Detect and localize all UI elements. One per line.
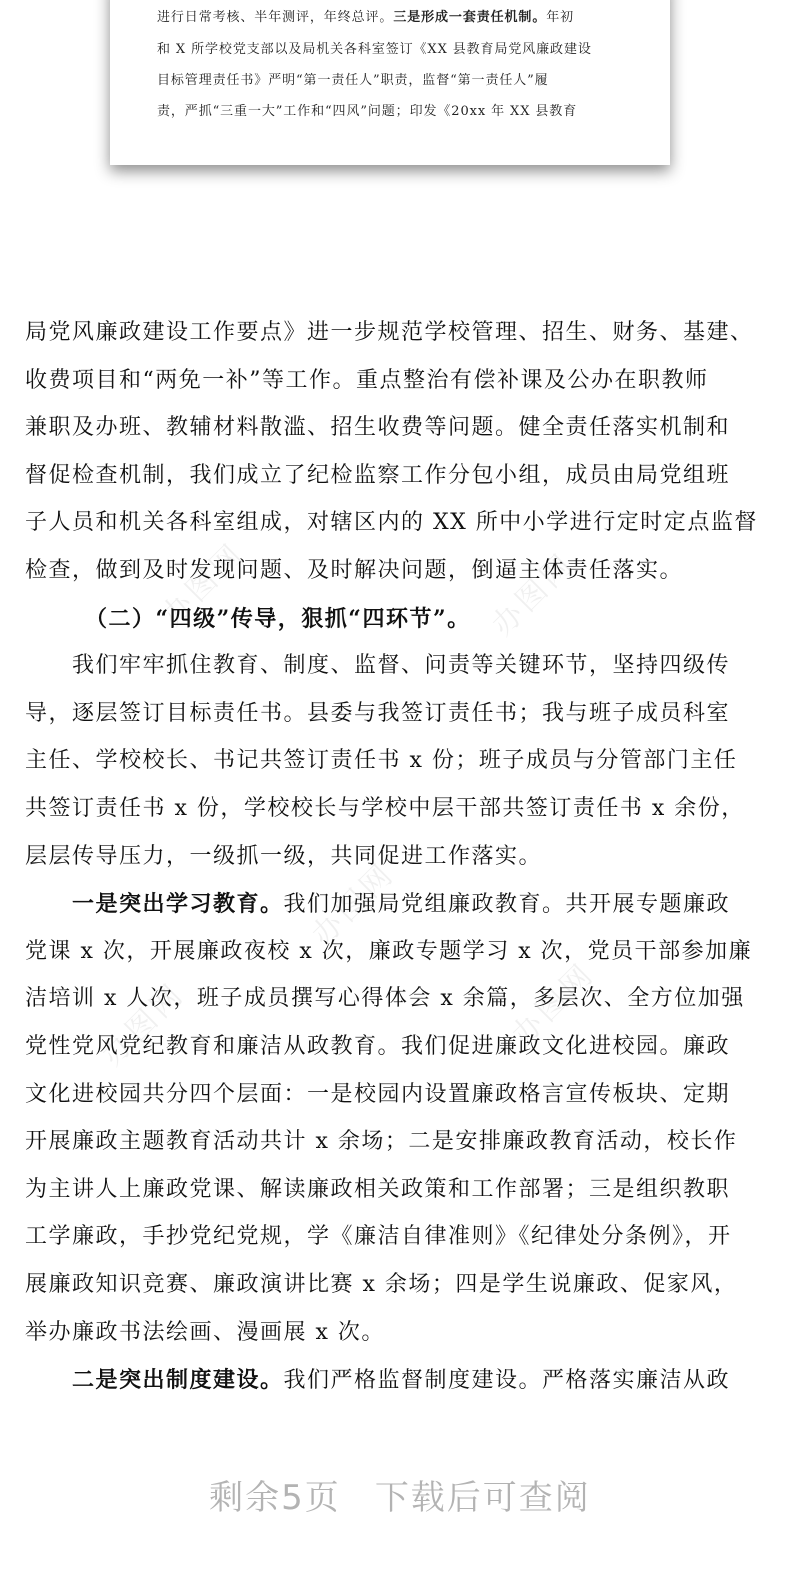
paragraph-line <box>72 651 730 681</box>
card-line-text: 年初 <box>546 10 575 25</box>
card-line <box>157 69 549 88</box>
line-text: 子人员和机关各科室组成，对辖区内的 XX 所中小学进行定时定点监督 <box>25 510 758 536</box>
paragraph-line <box>25 1080 730 1110</box>
paragraph-line <box>72 1365 730 1395</box>
section-heading <box>85 604 471 634</box>
paragraph-line <box>25 461 730 491</box>
line-text: 举办廉政书法绘画、漫画展 x 次。 <box>25 1319 385 1345</box>
card-line-text: 进行日常考核、半年测评，年终总评。 <box>157 10 394 25</box>
card-line <box>157 100 577 119</box>
line-text: 督促检查机制，我们成立了纪检监察工作分包小组，成员由局党组班 <box>25 462 731 488</box>
paragraph-line <box>25 318 754 348</box>
paragraph-line <box>25 413 730 443</box>
card-line-bold: 三是形成一套责任机制。 <box>393 10 547 25</box>
line-text: 文化进校园共分四个层面：一是校园内设置廉政格言宣传板块、定期 <box>25 1081 731 1107</box>
paragraph-line <box>25 1270 737 1300</box>
paragraph-line <box>25 1032 730 1062</box>
paragraph-line <box>25 699 730 729</box>
line-text: 我们严格监督制度建设。严格落实廉洁从政 <box>283 1368 731 1394</box>
line-text: 共签订责任书 x 份，学校校长与学校中层干部共签订责任书 x 余份， <box>25 796 745 821</box>
line-text: 我们加强局党组廉政教育。共开展专题廉政 <box>283 892 731 918</box>
line-text: 洁培训 x 人次，班子成员撰写心得体会 x 余篇，多层次、全方位加强 <box>25 986 745 1012</box>
card-line-text: 责，严抓“三重一大”工作和“四风”问题；印发《20xx 年 XX 县教育 <box>157 104 578 119</box>
line-text: 层层传导压力，一级抓一级，共同促进工作落实。 <box>25 843 543 869</box>
paragraph-line <box>25 746 737 776</box>
line-text: 我们牢牢抓住教育、制度、监督、问责等关键环节，坚持四级传 <box>72 653 731 679</box>
card-line-text: 目标管理责任书》严明“第一责任人”职责，监督“第一责任人”履 <box>157 73 549 88</box>
line-text: 党性党风党纪教育和廉洁从政教育。我们促进廉政文化进校园。廉政 <box>25 1034 731 1059</box>
line-text: （二）“四级”传导，狠抓“四环节”。 <box>85 605 471 632</box>
line-text: 导，逐层签订目标责任书。县委与我签订责任书；我与班子成员科室 <box>25 700 731 726</box>
remaining-pages-label: 剩余5页 <box>209 1478 341 1518</box>
preview-card <box>110 0 670 165</box>
line-text: 检查，做到及时发现问题、及时解决问题，倒逼主体责任落实。 <box>25 558 684 583</box>
lead-phrase: 二是突出制度建设。 <box>72 1367 284 1394</box>
card-line <box>157 6 574 25</box>
line-text: 开展廉政主题教育活动共计 x 余场；二是安排廉政教育活动，校长作 <box>25 1129 738 1155</box>
paragraph-line <box>25 508 758 538</box>
paragraph-line <box>25 794 745 824</box>
line-text: 局党风廉政建设工作要点》进一步规范学校管理、招生、财务、基建、 <box>25 320 754 345</box>
card-line <box>157 38 592 57</box>
paragraph-line <box>25 937 752 967</box>
paragraph-line <box>25 1318 385 1348</box>
lead-phrase: 一是突出学习教育。 <box>72 891 284 918</box>
paragraph-line <box>72 889 730 919</box>
line-text: 主任、学校校长、书记共签订责任书 x 份；班子成员与分管部门主任 <box>25 748 738 774</box>
paragraph-line <box>25 556 683 586</box>
paragraph-line <box>25 842 542 872</box>
watermark: 办图网 <box>155 536 252 633</box>
watermark: 办图网 <box>485 546 582 643</box>
line-text: 收费项目和“两免一补”等工作。重点整治有偿补课及公办在职教师 <box>25 367 709 393</box>
card-line-text: 和 X 所学校党支部以及局机关各科室签订《XX 县教育局党风廉政建设 <box>157 42 592 57</box>
download-prompt[interactable] <box>0 1470 800 1519</box>
line-text: 兼职及办班、教辅材料散滥、招生收费等问题。健全责任落实机制和 <box>25 415 731 441</box>
paragraph-line <box>25 1127 737 1157</box>
paragraph-line <box>25 366 709 396</box>
paragraph-line <box>25 984 745 1014</box>
watermark: 办图网 <box>505 956 602 1053</box>
line-text: 党课 x 次，开展廉政夜校 x 次，廉政专题学习 x 次，党员干部参加廉 <box>25 938 753 964</box>
download-to-view-label: 下载后可查阅 <box>374 1478 591 1518</box>
watermark: 办图网 <box>95 976 192 1073</box>
watermark: 办图网 <box>305 856 402 953</box>
line-text: 为主讲人上廉政党课、解读廉政相关政策和工作部署；三是组织教职 <box>25 1176 731 1202</box>
paragraph-line <box>25 1222 732 1252</box>
line-text: 展廉政知识竞赛、廉政演讲比赛 x 余场；四是学生说廉政、促家风， <box>25 1272 738 1297</box>
paragraph-line <box>25 1175 730 1205</box>
line-text: 工学廉政，手抄党纪党规，学《廉洁自律准则》《纪律处分条例》，开 <box>25 1224 732 1250</box>
